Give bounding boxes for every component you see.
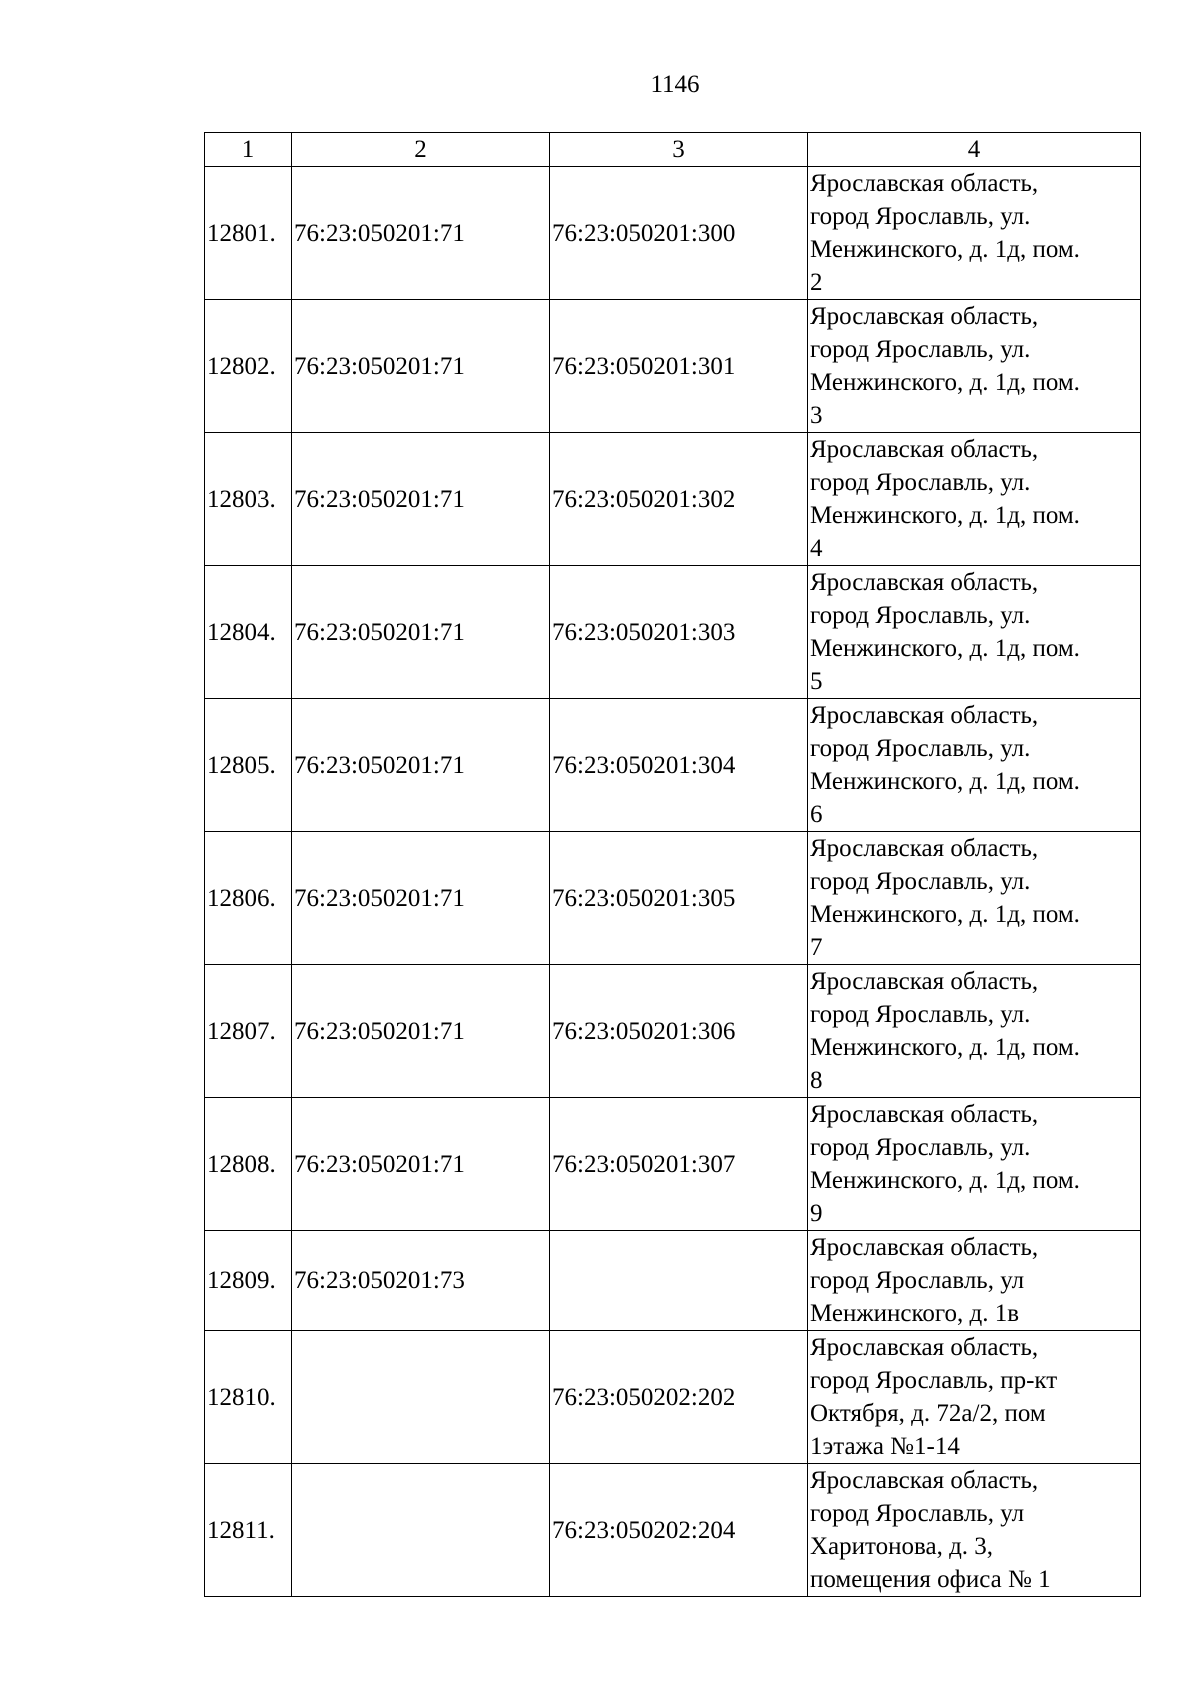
address-line: Менжинского, д. 1в [810,1300,1020,1327]
address-cell [808,965,1141,1098]
object-cadastral-number: 76:23:050201:302 [550,433,808,566]
address-cell [808,1231,1141,1331]
parcel-cadastral-number: 76:23:050201:71 [292,1098,550,1231]
address-cell [808,1098,1141,1231]
address-cell [808,433,1141,566]
page-number: 1146 [650,71,700,98]
address-line: 1этажа №1-14 [810,1433,960,1460]
table-row [205,433,1141,566]
parcel-cadastral-number: 76:23:050201:71 [292,433,550,566]
address-cell [808,1464,1141,1597]
address-cell [808,1331,1141,1464]
object-cadastral-number: 76:23:050201:307 [550,1098,808,1231]
address-line: Ярославская область, [810,303,1039,330]
parcel-cadastral-number: 76:23:050201:71 [292,300,550,433]
address-line: Ярославская область, [810,702,1039,729]
row-number: 12806. [205,832,292,965]
address-line: город Ярославль, ул [810,1267,1025,1294]
address-line: Ярославская область, [810,569,1039,596]
parcel-cadastral-number: 76:23:050201:71 [292,965,550,1098]
table-row [205,566,1141,699]
address-line: Менжинского, д. 1д, пом. [810,1034,1080,1061]
table-row [205,832,1141,965]
address-line: 5 [810,668,823,695]
address-line: Ярославская область, [810,835,1039,862]
address-line: Ярославская область, [810,1467,1039,1494]
table-row [205,699,1141,832]
row-number: 12804. [205,566,292,699]
object-cadastral-number: 76:23:050202:202 [550,1331,808,1464]
address-line: Менжинского, д. 1д, пом. [810,236,1080,263]
row-number: 12801. [205,167,292,300]
parcel-cadastral-number: 76:23:050201:71 [292,566,550,699]
address-line: 2 [810,269,823,296]
parcel-cadastral-number [292,1464,550,1597]
object-cadastral-number [550,1231,808,1331]
table-row [205,965,1141,1098]
address-line: Ярославская область, [810,436,1039,463]
table-row [205,1464,1141,1597]
parcel-cadastral-number: 76:23:050201:71 [292,832,550,965]
column-header: 1 [205,133,292,167]
table-row [205,1231,1141,1331]
address-line: 3 [810,402,823,429]
address-line: город Ярославль, ул. [810,602,1031,629]
row-number: 12807. [205,965,292,1098]
table-header-row [205,133,1141,167]
address-cell [808,699,1141,832]
row-number: 12805. [205,699,292,832]
table-row [205,167,1141,300]
address-line: помещения офиса № 1 [810,1566,1051,1593]
address-line: 8 [810,1067,823,1094]
row-number: 12810. [205,1331,292,1464]
table-row [205,300,1141,433]
address-line: Ярославская область, [810,968,1039,995]
address-line: Харитонова, д. 3, [810,1533,994,1560]
address-line: Ярославская область, [810,1234,1039,1261]
object-cadastral-number: 76:23:050201:301 [550,300,808,433]
object-cadastral-number: 76:23:050201:305 [550,832,808,965]
address-line: город Ярославль, ул. [810,336,1031,363]
address-line: Менжинского, д. 1д, пом. [810,635,1080,662]
column-header: 3 [550,133,808,167]
table-row [205,1331,1141,1464]
row-number: 12808. [205,1098,292,1231]
parcel-cadastral-number: 76:23:050201:73 [292,1231,550,1331]
address-line: Ярославская область, [810,1101,1039,1128]
address-line: город Ярославль, пр-кт [810,1367,1058,1394]
parcel-cadastral-number [292,1331,550,1464]
address-line: Октября, д. 72а/2, пом [810,1400,1046,1427]
object-cadastral-number: 76:23:050201:304 [550,699,808,832]
object-cadastral-number: 76:23:050201:306 [550,965,808,1098]
address-line: город Ярославль, ул. [810,1001,1031,1028]
address-line: 4 [810,535,823,562]
address-line: город Ярославль, ул. [810,469,1031,496]
row-number: 12809. [205,1231,292,1331]
address-cell [808,566,1141,699]
address-line: Ярославская область, [810,170,1039,197]
address-line: город Ярославль, ул. [810,868,1031,895]
column-header: 4 [808,133,1141,167]
row-number: 12802. [205,300,292,433]
registry-table [204,132,1141,1597]
address-line: город Ярославль, ул. [810,203,1031,230]
address-line: 9 [810,1200,823,1227]
parcel-cadastral-number: 76:23:050201:71 [292,699,550,832]
address-cell [808,167,1141,300]
address-cell [808,300,1141,433]
row-number: 12811. [205,1464,292,1597]
address-line: Менжинского, д. 1д, пом. [810,1167,1080,1194]
address-line: Менжинского, д. 1д, пом. [810,901,1080,928]
address-line: Менжинского, д. 1д, пом. [810,768,1080,795]
object-cadastral-number: 76:23:050201:300 [550,167,808,300]
object-cadastral-number: 76:23:050202:204 [550,1464,808,1597]
table-row [205,1098,1141,1231]
column-header: 2 [292,133,550,167]
address-line: город Ярославль, ул. [810,1134,1031,1161]
address-line: город Ярославль, ул [810,1500,1025,1527]
parcel-cadastral-number: 76:23:050201:71 [292,167,550,300]
row-number: 12803. [205,433,292,566]
address-line: Ярославская область, [810,1334,1039,1361]
address-line: 6 [810,801,823,828]
address-line: город Ярославль, ул. [810,735,1031,762]
object-cadastral-number: 76:23:050201:303 [550,566,808,699]
address-line: Менжинского, д. 1д, пом. [810,502,1080,529]
address-line: 7 [810,934,823,961]
address-line: Менжинского, д. 1д, пом. [810,369,1080,396]
address-cell [808,832,1141,965]
